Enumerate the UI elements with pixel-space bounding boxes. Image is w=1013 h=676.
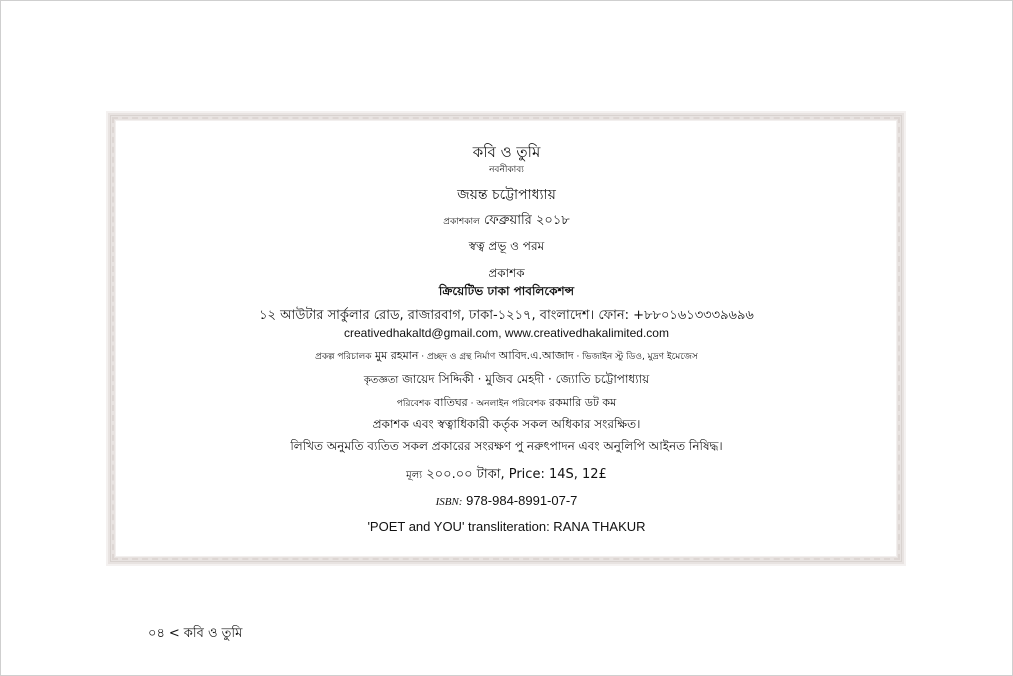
running-title: কবি ও তুমি	[183, 626, 243, 641]
production-credits	[0, 350, 1013, 362]
cover-designer: আবিদ.এ.আজাদ	[498, 349, 574, 362]
publisher-address: ১২ আউটার সার্কুলার রোড, রাজারবাগ, ঢাকা-১২১৭, বাংলাদেশ। ফোন: +৮৮০১৬১৩৩৩৯৬৯৬	[259, 308, 754, 323]
copyright-holder: স্বত্ব প্রভূ ও পরম	[468, 239, 545, 253]
page-footer	[148, 624, 242, 645]
acknowledgements	[0, 373, 1013, 386]
credit-separator: ·	[573, 352, 583, 362]
publisher-contact: creativedhakaltd@gmail.com, www.creativedhakalimited.com	[344, 326, 669, 340]
price-label: মূল্য	[406, 470, 423, 481]
thanks-names: জায়েদ সিদ্দিকী · মুজিব মেহদী · জ্যোতি চট্টোপাধ্যায়	[402, 372, 650, 386]
publication-date-label: প্রকাশকাল	[443, 217, 480, 227]
publication-date	[0, 214, 1013, 227]
online-distributor-label: অনলাইন পরিবেশক	[476, 399, 546, 409]
distributors	[0, 397, 1013, 409]
page-number: ০৪	[148, 626, 165, 641]
isbn-label: ISBN:	[435, 496, 463, 508]
transliteration-credit: 'POET and YOU' transliteration: RANA THAKUR	[367, 519, 646, 534]
distributor-label: পরিবেশক	[396, 399, 431, 409]
publication-date-value: ফেব্রুয়ারি ২০১৮	[483, 213, 570, 228]
publisher-name: ক্রিয়েটিভ ঢাকা পাবলিকেশন্স	[438, 284, 575, 298]
thanks-label: কৃতজ্ঞতা	[363, 375, 399, 386]
isbn	[0, 494, 1013, 508]
reproduction-prohibited-notice: লিখিত অনুমতি ব্যতিত সকল প্রকারের সংরক্ষণ পু নরুৎপাদন এবং অনুলিপি আইনত নিষিদ্ধ।	[290, 439, 723, 453]
director-label: প্রকল্প পরিচালক	[315, 352, 372, 362]
book-title: কবি ও তুমি	[472, 143, 541, 161]
isbn-value: 978-984-8991-07-7	[466, 493, 578, 508]
credit-separator: ·	[467, 399, 477, 409]
price-value: ২০০.০০ টাকা, Price: 14S, 12£	[426, 467, 607, 482]
price	[0, 468, 1013, 481]
online-distributor-name: রকমারি ডট কম	[549, 396, 617, 409]
studio-credit: ভিজাইন স্টু ডিও, মুদ্রণ ইমেজেস	[582, 352, 698, 362]
book-genre: নবনীকাব্য	[489, 165, 524, 175]
book-author: জয়ন্ত চট্টোপাধ্যায়	[457, 187, 556, 203]
publisher-label: প্রকাশক	[488, 266, 525, 280]
folio-arrow: <	[168, 626, 180, 641]
director-name: মুম রহমান	[375, 349, 419, 362]
credit-separator: ·	[418, 352, 428, 362]
cover-label: প্রচ্ছদ ও গ্রন্থ নির্মাণ	[427, 352, 496, 362]
distributor-name: বাতিঘর	[434, 396, 468, 409]
rights-reserved-notice: প্রকাশক এবং স্বত্বাধিকারী কর্তৃক সকল অধিকার সংরক্ষিত।	[372, 417, 641, 431]
